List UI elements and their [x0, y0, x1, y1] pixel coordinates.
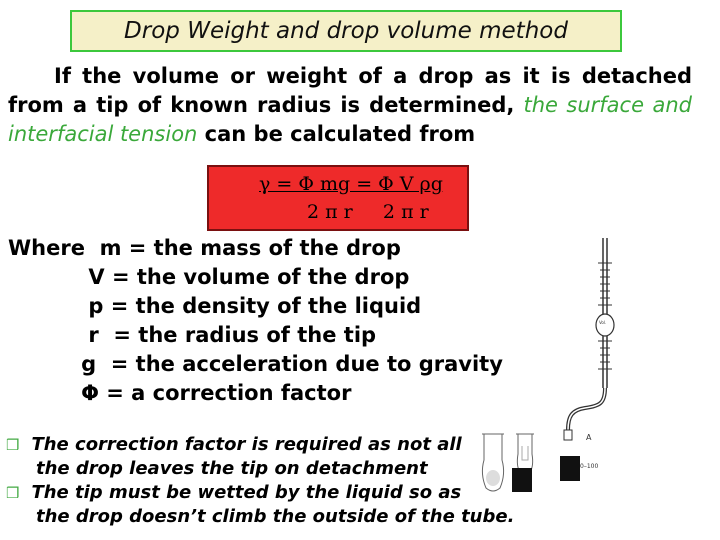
definitions-list	[8, 234, 503, 408]
formula-denominator: 2 π r 2 π r	[307, 201, 429, 223]
bullet-marker-icon: ❒	[6, 484, 20, 502]
bullet-line: the drop leaves the tip on detachment	[36, 458, 428, 479]
stalagmometer-illustration	[560, 238, 660, 498]
apparatus-label-a: A	[586, 433, 592, 442]
bullet-item-wetting	[6, 481, 514, 528]
intro-text: If the volume or weight of a drop as it is detached from a tip of known radius is determined,	[8, 64, 692, 117]
formula-box	[207, 165, 469, 231]
definition-mass: Where m = the mass of the drop	[8, 236, 401, 260]
definition-radius: r = the radius of the tip	[8, 323, 377, 347]
bullet-line: the drop doesn’t climb the outside of the tube.	[36, 506, 515, 527]
bullet-marker-icon: ❒	[6, 436, 20, 454]
title-box	[70, 10, 622, 52]
svg-text:Vol.: Vol.	[599, 320, 607, 325]
bullet-item-correction	[6, 433, 462, 480]
definition-gravity: g = the acceleration due to gravity	[8, 352, 503, 376]
page-title: Drop Weight and drop volume method	[124, 18, 568, 44]
definition-correction: Φ = a correction factor	[8, 381, 352, 405]
definition-volume: V = the volume of the drop	[8, 265, 410, 289]
bullet-line: The tip must be wetted by the liquid so as	[31, 482, 462, 503]
formula-numerator: γ = Φ mg = Φ V ρg	[259, 173, 443, 195]
drop-vials-illustration	[476, 430, 556, 496]
definition-density: p = the density of the liquid	[8, 294, 422, 318]
bullet-line: The correction factor is required as not all	[31, 434, 462, 455]
intro-paragraph	[8, 62, 692, 149]
apparatus-label-b: 0–100	[580, 463, 599, 470]
intro-highlight: the surface and interfacial tension	[8, 93, 692, 146]
intro-text-end: can be calculated from	[197, 122, 476, 146]
